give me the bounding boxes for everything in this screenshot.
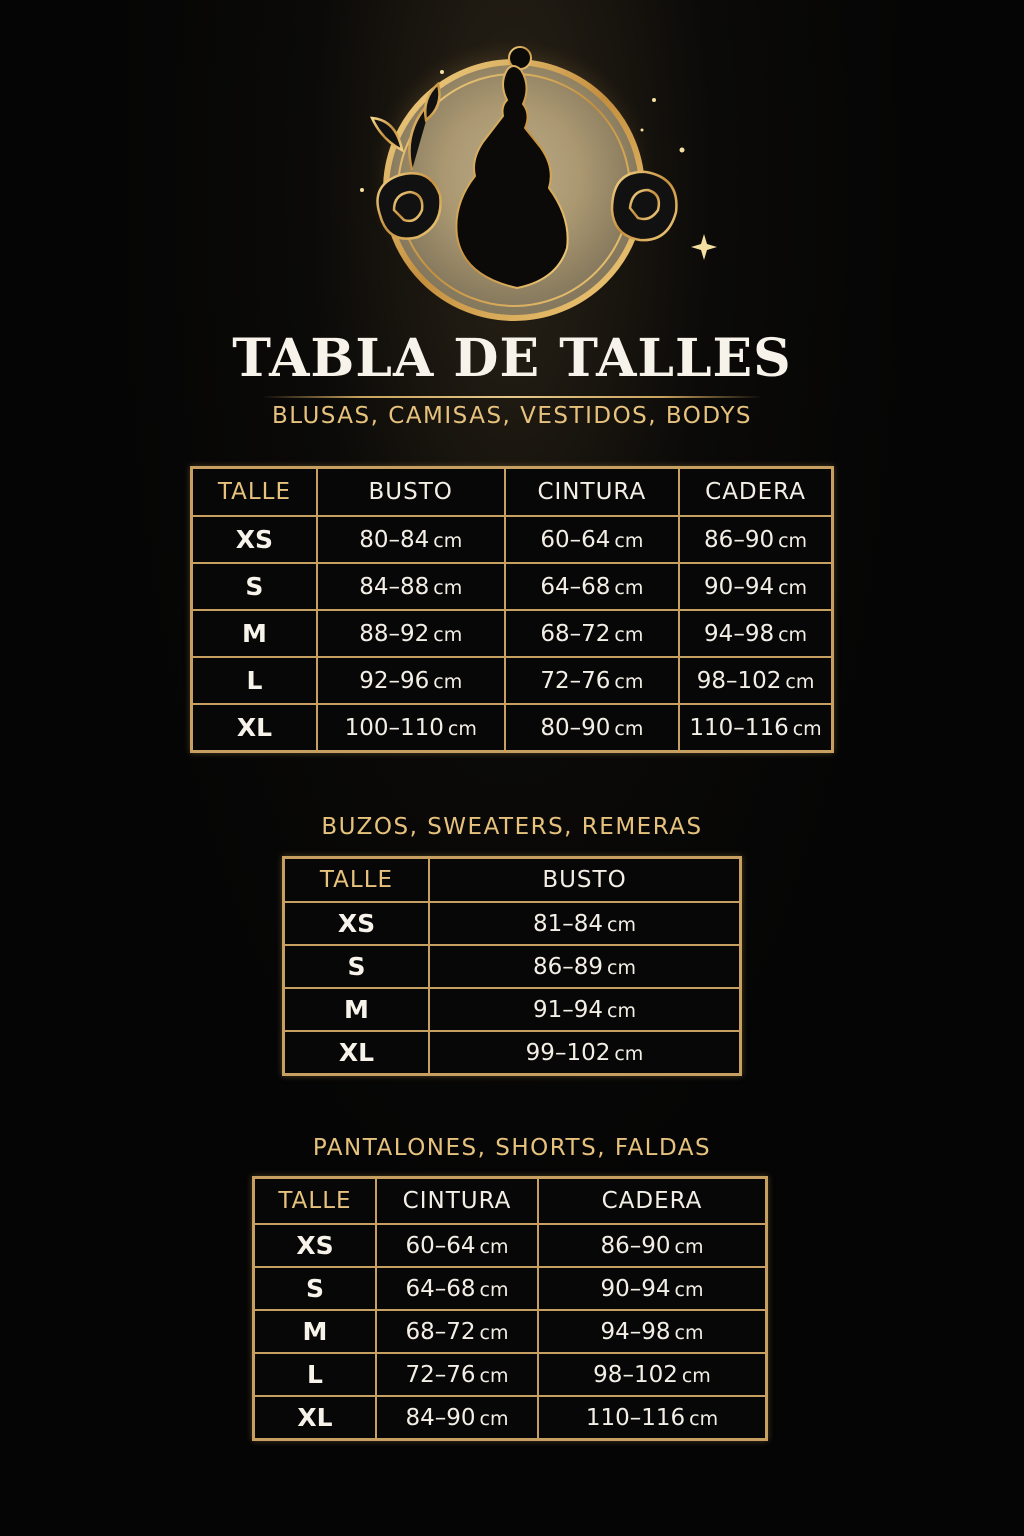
section-title-bottoms: PANTALONES, SHORTS, FALDAS xyxy=(312,1135,712,1161)
value: 60–64 xyxy=(405,1232,476,1259)
value: 72–76 xyxy=(540,667,611,694)
value: 92–96 xyxy=(359,667,430,694)
unit: cm xyxy=(479,1364,509,1387)
unit: cm xyxy=(614,623,644,646)
unit: cm xyxy=(614,576,644,599)
size-cell: XL xyxy=(192,704,317,752)
value: 99–102 xyxy=(525,1039,611,1066)
size-cell: M xyxy=(284,988,430,1031)
unit: cm xyxy=(778,623,808,646)
column-header-talle: TALLE xyxy=(284,858,430,903)
size-table-bottoms xyxy=(252,1176,768,1441)
table-row xyxy=(284,1031,741,1075)
table-row xyxy=(192,563,833,610)
value: 84–90 xyxy=(405,1404,476,1431)
table-header-row xyxy=(284,858,741,903)
unit: cm xyxy=(433,576,463,599)
column-header-busto: BUSTO xyxy=(317,468,505,517)
cadera-cell xyxy=(679,563,832,610)
size-cell: S xyxy=(192,563,317,610)
size-cell: XS xyxy=(284,902,430,945)
value: 94–98 xyxy=(600,1318,671,1345)
cadera-cell xyxy=(538,1353,767,1396)
cadera-cell xyxy=(538,1224,767,1267)
busto-cell xyxy=(317,657,505,704)
busto-cell xyxy=(317,610,505,657)
table-row xyxy=(254,1396,767,1440)
table-row xyxy=(254,1353,767,1396)
column-header-cintura: CINTURA xyxy=(376,1178,538,1225)
woman-silhouette-roses-logo xyxy=(302,40,722,330)
cintura-cell xyxy=(376,1267,538,1310)
busto-cell xyxy=(317,704,505,752)
value: 98–102 xyxy=(696,667,782,694)
cadera-cell xyxy=(679,610,832,657)
unit: cm xyxy=(433,529,463,552)
cintura-cell xyxy=(376,1353,538,1396)
value: 68–72 xyxy=(540,620,611,647)
value: 86–90 xyxy=(600,1232,671,1259)
value: 64–68 xyxy=(540,573,611,600)
unit: cm xyxy=(607,999,636,1022)
column-header-cadera: CADERA xyxy=(679,468,832,517)
column-header-cintura: CINTURA xyxy=(505,468,680,517)
table-header-row xyxy=(192,468,833,517)
column-header-busto: BUSTO xyxy=(429,858,741,903)
value: 90–94 xyxy=(600,1275,671,1302)
size-cell: L xyxy=(254,1353,377,1396)
unit: cm xyxy=(689,1407,719,1430)
cintura-cell xyxy=(376,1224,538,1267)
table-row xyxy=(284,945,741,988)
unit: cm xyxy=(614,670,644,693)
unit: cm xyxy=(614,717,644,740)
value: 68–72 xyxy=(405,1318,476,1345)
unit: cm xyxy=(614,1042,644,1065)
table-row xyxy=(284,988,741,1031)
table-row xyxy=(192,704,833,752)
table-row xyxy=(284,902,741,945)
unit: cm xyxy=(607,913,636,936)
cadera-cell xyxy=(679,516,832,563)
table-row xyxy=(192,657,833,704)
cintura-cell xyxy=(505,563,680,610)
value: 86–89 xyxy=(532,953,604,980)
value: 91–94 xyxy=(532,996,604,1023)
value: 80–90 xyxy=(540,714,611,741)
size-cell: XS xyxy=(254,1224,377,1267)
value: 90–94 xyxy=(704,573,775,600)
busto-cell xyxy=(429,902,741,945)
table-row xyxy=(192,610,833,657)
table-row xyxy=(254,1267,767,1310)
unit: cm xyxy=(785,670,815,693)
size-table-tops xyxy=(190,466,834,753)
value: 94–98 xyxy=(704,620,775,647)
unit: cm xyxy=(778,576,808,599)
cintura-cell xyxy=(376,1310,538,1353)
unit: cm xyxy=(433,623,463,646)
value: 72–76 xyxy=(405,1361,476,1388)
value: 80–84 xyxy=(359,526,430,553)
cintura-cell xyxy=(505,657,680,704)
value: 98–102 xyxy=(593,1361,678,1388)
value: 60–64 xyxy=(540,526,611,553)
busto-cell xyxy=(317,563,505,610)
size-cell: XL xyxy=(284,1031,430,1075)
unit: cm xyxy=(607,956,636,979)
value: 64–68 xyxy=(405,1275,476,1302)
unit: cm xyxy=(681,1364,711,1387)
value: 110–116 xyxy=(585,1404,686,1431)
unit: cm xyxy=(479,1407,509,1430)
unit: cm xyxy=(447,717,477,740)
column-header-talle: TALLE xyxy=(192,468,317,517)
cadera-cell xyxy=(538,1310,767,1353)
size-cell: S xyxy=(254,1267,377,1310)
unit: cm xyxy=(674,1321,704,1344)
section-title-tops: BLUSAS, CAMISAS, VESTIDOS, BODYS xyxy=(272,403,752,429)
busto-cell xyxy=(429,1031,741,1075)
cadera-cell xyxy=(538,1396,767,1440)
busto-cell xyxy=(429,988,741,1031)
value: 84–88 xyxy=(359,573,430,600)
size-cell: XL xyxy=(254,1396,377,1440)
size-cell: M xyxy=(192,610,317,657)
size-table-knit xyxy=(282,856,742,1076)
cintura-cell xyxy=(376,1396,538,1440)
cintura-cell xyxy=(505,704,680,752)
unit: cm xyxy=(674,1235,704,1258)
table-row xyxy=(192,516,833,563)
table-row xyxy=(254,1224,767,1267)
cintura-cell xyxy=(505,610,680,657)
size-cell: XS xyxy=(192,516,317,563)
section-title-knit: BUZOS, SWEATERS, REMERAS xyxy=(321,814,703,840)
size-cell: L xyxy=(192,657,317,704)
unit: cm xyxy=(778,529,808,552)
unit: cm xyxy=(433,670,463,693)
cadera-cell xyxy=(538,1267,767,1310)
value: 86–90 xyxy=(704,526,775,553)
cadera-cell xyxy=(679,704,832,752)
unit: cm xyxy=(674,1278,704,1301)
size-cell: M xyxy=(254,1310,377,1353)
title-divider xyxy=(262,396,762,398)
busto-cell xyxy=(429,945,741,988)
page-title: TABLA DE TALLES xyxy=(232,328,792,389)
value: 81–84 xyxy=(532,910,604,937)
column-header-cadera: CADERA xyxy=(538,1178,767,1225)
size-cell: S xyxy=(284,945,430,988)
value: 88–92 xyxy=(359,620,430,647)
value: 100–110 xyxy=(344,714,444,741)
column-header-talle: TALLE xyxy=(254,1178,377,1225)
busto-cell xyxy=(317,516,505,563)
unit: cm xyxy=(792,717,822,740)
value: 110–116 xyxy=(689,714,789,741)
cintura-cell xyxy=(505,516,680,563)
unit: cm xyxy=(479,1278,509,1301)
unit: cm xyxy=(479,1235,509,1258)
unit: cm xyxy=(614,529,644,552)
table-header-row xyxy=(254,1178,767,1225)
table-row xyxy=(254,1310,767,1353)
unit: cm xyxy=(479,1321,509,1344)
cadera-cell xyxy=(679,657,832,704)
